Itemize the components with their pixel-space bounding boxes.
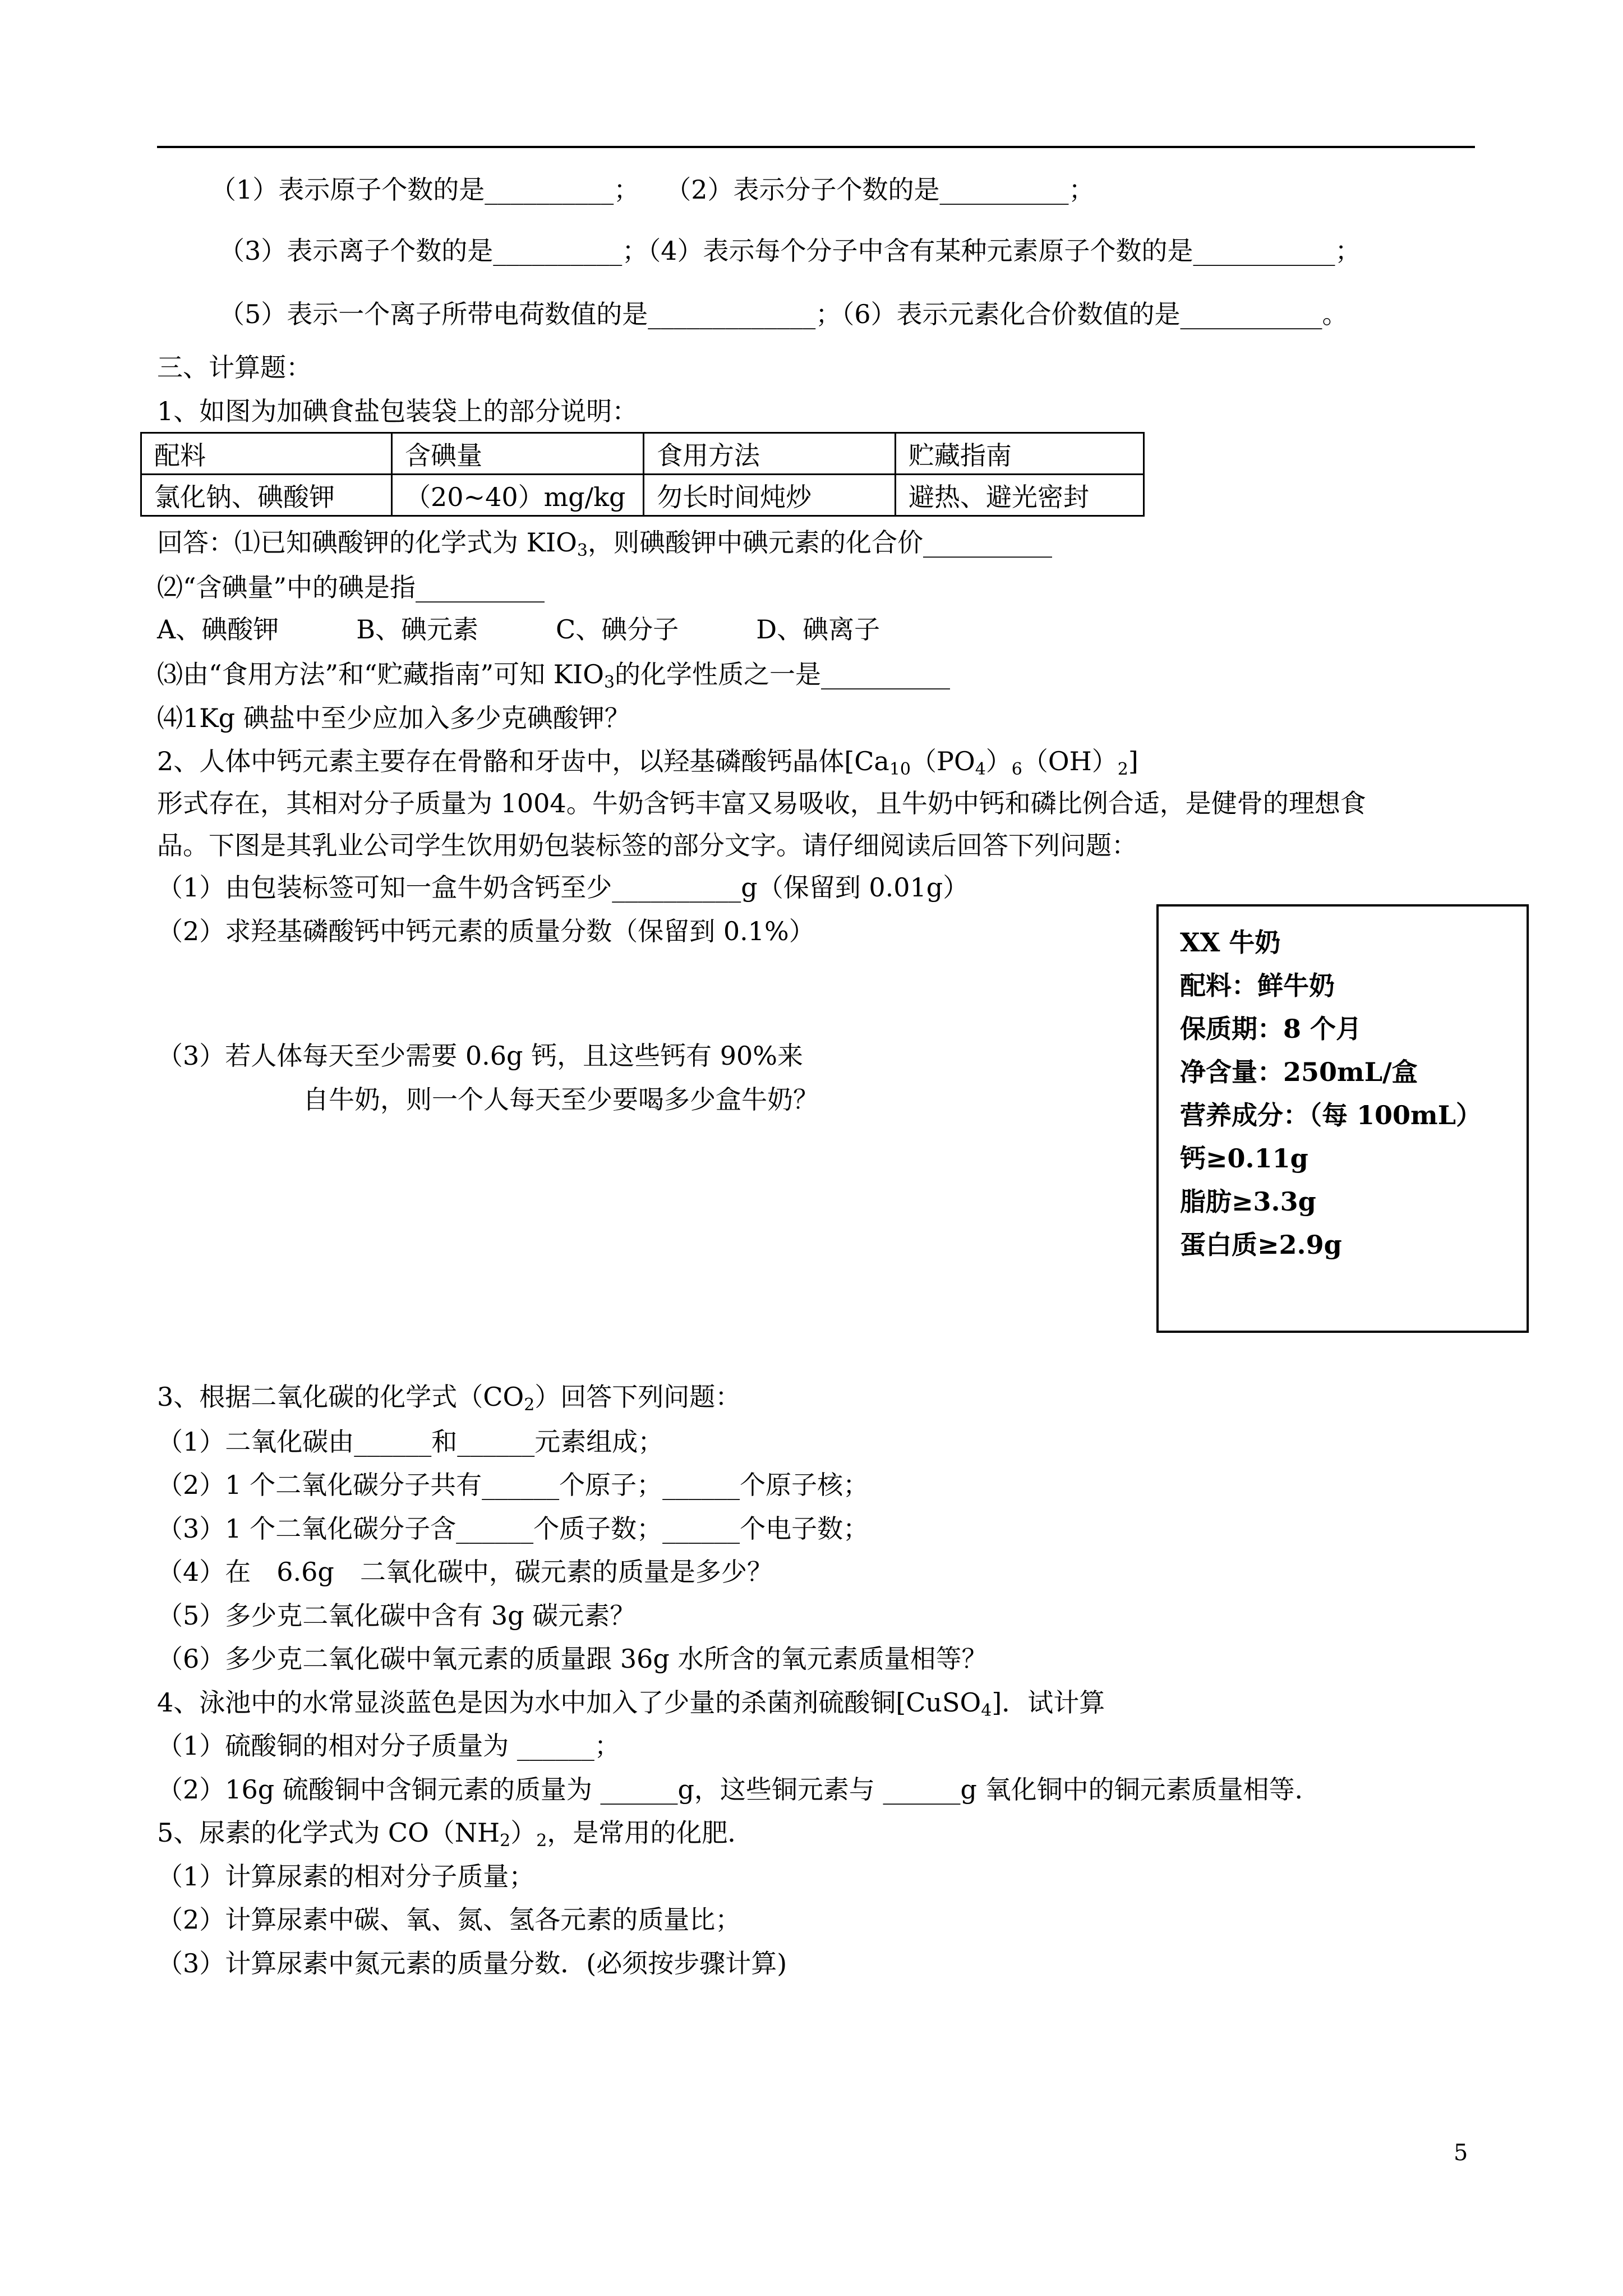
question-line-1-2: （1）表示原子个数的是__________； （2）表示分子个数的是__________； <box>210 174 1095 205</box>
subscript: 3 <box>603 673 615 692</box>
question-line-5-6: （5）表示一个离子所带电荷数值的是_____________；（6）表示元素化合价数值的是___________。 <box>219 299 1348 329</box>
problem-5-question-1: （1）计算尿素的相对分子质量； <box>157 1861 535 1892</box>
problem-2-intro-line-3: 品。下图是其乳业公司学生饮用奶包装标签的部分文字。请仔细阅读后回答下列问题： <box>157 830 1137 861</box>
table-cell: 食用方法 <box>644 433 896 475</box>
problem-1-answer-2: ⑵“含碘量”中的碘是指__________ <box>157 572 545 602</box>
text: ，是常用的化肥． <box>547 1818 754 1848</box>
text: 4、泳池中的水常显淡蓝色是因为水中加入了少量的杀菌剂硫酸铜[CuSO <box>157 1687 981 1718</box>
milk-name: XX 牛奶 <box>1180 927 1281 958</box>
question-line-3-4: （3）表示离子个数的是__________；（4）表示每个分子中含有某种元素原子个数的是___________； <box>219 236 1361 266</box>
page-number: 5 <box>1454 2140 1468 2166</box>
problem-4-question-2: （2）16g 硫酸铜中含铜元素的质量为 ______g，这些铜元素与 ______g 氧化铜中的铜元素质量相等． <box>157 1774 1321 1805</box>
problem-2-question-2: （2）求羟基磷酸钙中钙元素的质量分数（保留到 0.1%） <box>157 916 815 946</box>
problem-1-answer-4: ⑷1Kg 碘盐中至少应加入多少克碘酸钾？ <box>157 703 630 733</box>
text: 2、人体中钙元素主要存在骨骼和牙齿中，以羟基磷酸钙晶体[Ca <box>157 746 889 776</box>
problem-1-intro: 1、如图为加碘食盐包装袋上的部分说明： <box>157 396 638 426</box>
problem-2-question-1: （1）由包装标签可知一盒牛奶含钙至少__________g（保留到 0.01g） <box>157 872 969 903</box>
problem-5-question-2: （2）计算尿素中碳、氧、氮、氢各元素的质量比； <box>157 1904 741 1935</box>
table-row <box>141 475 1144 516</box>
subscript: 2 <box>536 1831 547 1851</box>
problem-1-options: A、碘酸钾 B、碘元素 C、碘分子 D、碘离子 <box>157 614 880 645</box>
table-cell: 配料 <box>141 433 392 475</box>
problem-2-question-3-cont: 自牛奶，则一个人每天至少要喝多少盒牛奶？ <box>303 1084 819 1115</box>
text: 5、尿素的化学式为 CO（NH <box>157 1818 500 1848</box>
milk-calcium: 钙≥0.11g <box>1180 1143 1308 1174</box>
table-cell: 含碘量 <box>392 433 644 475</box>
milk-shelf-life: 保质期：8 个月 <box>1180 1014 1362 1044</box>
table-cell: 避热、避光密封 <box>896 475 1144 516</box>
problem-5-question-3: （3）计算尿素中氮元素的质量分数．(必须按步骤计算) <box>157 1948 787 1978</box>
milk-net-content: 净含量：250mL/盒 <box>1180 1057 1418 1087</box>
problem-3-question-1: （1）二氧化碳由______和______元素组成； <box>157 1427 664 1457</box>
problem-2-intro <box>157 744 1138 778</box>
table-cell: 氯化钠、碘酸钾 <box>141 475 392 516</box>
header-rule <box>157 146 1475 148</box>
text: ⑶由“食用方法”和“贮藏指南”可知 KIO <box>157 659 604 689</box>
subscript: 4 <box>975 760 986 779</box>
milk-nutrition: 营养成分：（每 100mL） <box>1180 1100 1482 1130</box>
problem-3-question-4: （4）在 6.6g 二氧化碳中，碳元素的质量是多少？ <box>157 1557 773 1587</box>
table-cell: 勿长时间炖炒 <box>644 475 896 516</box>
subscript: 2 <box>500 1831 511 1851</box>
text: （PO <box>911 746 975 776</box>
subscript: 6 <box>1011 760 1022 779</box>
subscript: 4 <box>981 1701 992 1720</box>
text: 回答：⑴已知碘酸钾的化学式为 KIO <box>157 527 577 558</box>
milk-protein: 蛋白质≥2.9g <box>1180 1230 1342 1260</box>
text: ]．试计算 <box>992 1687 1105 1718</box>
salt-label-table <box>140 432 1145 517</box>
text: ） <box>985 746 1012 776</box>
problem-4-question-1: （1）硫酸铜的相对分子质量为 ______； <box>157 1731 620 1761</box>
text: 3、根据二氧化碳的化学式（CO <box>157 1382 524 1412</box>
milk-fat: 脂肪≥3.3g <box>1180 1186 1316 1217</box>
table-cell: 贮藏指南 <box>896 433 1144 475</box>
subscript: 2 <box>1117 760 1128 779</box>
subscript: 10 <box>889 760 911 779</box>
table-row <box>141 433 1144 475</box>
problem-3-question-2: （2）1 个二氧化碳分子共有______个原子；______个原子核； <box>157 1470 869 1500</box>
text: 的化学性质之一是__________ <box>615 659 951 689</box>
text: ） <box>510 1818 537 1848</box>
problem-1-answer-1 <box>157 526 1052 559</box>
text: （OH） <box>1022 746 1118 776</box>
table-cell: （20~40）mg/kg <box>392 475 644 516</box>
milk-ingredients: 配料：鲜牛奶 <box>1180 970 1335 1001</box>
problem-3-intro <box>157 1380 741 1414</box>
section-heading: 三、计算题： <box>157 352 312 383</box>
text: ] <box>1128 746 1138 776</box>
problem-2-question-3: （3）若人体每天至少需要 0.6g 钙，且这些钙有 90%来 <box>157 1041 803 1071</box>
problem-1-answer-3 <box>157 657 950 691</box>
problem-3-question-3: （3）1 个二氧化碳分子含______个质子数；______个电子数； <box>157 1513 869 1544</box>
problem-4-intro <box>157 1686 1105 1719</box>
milk-label-box <box>1156 904 1529 1333</box>
text: ）回答下列问题： <box>534 1382 741 1412</box>
problem-5-intro <box>157 1816 753 1849</box>
problem-3-question-5: （5）多少克二氧化碳中含有 3g 碳元素？ <box>157 1600 636 1631</box>
text: ，则碘酸钾中碘元素的化合价__________ <box>587 527 1052 558</box>
subscript: 2 <box>524 1395 535 1415</box>
problem-3-question-6: （6）多少克二氧化碳中氧元素的质量跟 36g 水所含的氧元素质量相等？ <box>157 1644 988 1674</box>
subscript: 3 <box>577 541 588 560</box>
problem-2-intro-line-2: 形式存在，其相对分子质量为 1004。牛奶含钙丰富又易吸收，且牛奶中钙和磷比例合适，是健骨的理想食 <box>157 788 1366 818</box>
